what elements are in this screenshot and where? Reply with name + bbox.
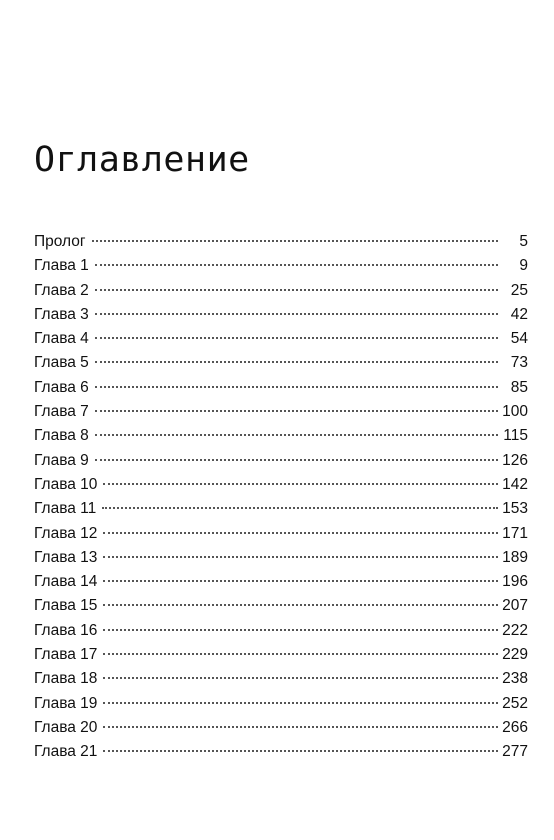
toc-entry-title: Глава 1 — [34, 257, 89, 275]
toc-entry-title: Глава 2 — [34, 281, 89, 299]
toc-entry-title: Глава 14 — [34, 573, 98, 591]
toc-entry-page-number: 238 — [502, 670, 528, 688]
dot-leader — [103, 556, 498, 558]
toc-entry-title: Глава 16 — [34, 621, 98, 639]
toc-entry — [34, 376, 528, 400]
dot-leader — [103, 629, 498, 631]
dot-leader — [92, 240, 498, 242]
toc-entry-page-number: 115 — [503, 427, 528, 445]
toc-entry-page-number: 252 — [502, 694, 528, 712]
toc-entry — [34, 279, 528, 303]
toc-entry-page-number: 277 — [502, 743, 528, 761]
table-of-contents — [34, 230, 528, 765]
dot-leader — [103, 483, 498, 485]
toc-entry-title: Глава 11 — [34, 500, 97, 518]
toc-entry-page-number: 5 — [519, 233, 528, 250]
toc-entry-page-number: 189 — [502, 548, 528, 566]
toc-entry — [34, 619, 528, 643]
toc-entry-title: Глава 15 — [34, 597, 98, 615]
toc-entry-page-number: 207 — [502, 597, 528, 615]
dot-leader — [103, 653, 498, 655]
toc-entry-title: Глава 17 — [34, 646, 98, 664]
toc-entry-page-number: 222 — [502, 621, 528, 639]
toc-entry-page-number: 126 — [502, 451, 528, 469]
toc-entry-page-number: 266 — [502, 718, 528, 736]
toc-entry-title: Глава 20 — [34, 718, 98, 736]
toc-entry-page-number: 142 — [502, 475, 528, 493]
toc-entry-page-number: 54 — [510, 330, 528, 348]
toc-entry — [34, 351, 528, 375]
toc-entry-title: Глава 19 — [34, 694, 98, 712]
toc-entry-title: Глава 8 — [34, 427, 89, 445]
toc-entry-page-number: 153 — [502, 500, 528, 518]
toc-entry-title: Глава 10 — [34, 475, 98, 493]
dot-leader — [95, 337, 498, 339]
dot-leader — [95, 434, 498, 436]
toc-entry-title: Глава 12 — [34, 524, 98, 542]
toc-entry — [34, 400, 528, 424]
toc-entry — [34, 230, 528, 254]
toc-entry — [34, 449, 528, 473]
dot-leader — [95, 459, 498, 461]
dot-leader — [95, 313, 498, 315]
toc-entry — [34, 692, 528, 716]
page-title: Оглавление — [34, 140, 250, 180]
toc-entry-page-number: 42 — [510, 305, 528, 323]
dot-leader — [95, 264, 498, 266]
toc-entry — [34, 667, 528, 691]
dot-leader — [95, 386, 498, 388]
toc-entry-title: Глава 3 — [34, 305, 89, 323]
toc-entry — [34, 424, 528, 448]
toc-entry-title: Пролог — [34, 233, 86, 250]
toc-entry — [34, 497, 528, 521]
toc-entry-title: Глава 6 — [34, 378, 89, 396]
toc-entry — [34, 570, 528, 594]
toc-entry — [34, 546, 528, 570]
dot-leader — [103, 750, 498, 752]
dot-leader — [95, 289, 498, 291]
toc-entry-page-number: 73 — [510, 354, 528, 372]
toc-entry-title: Глава 9 — [34, 451, 89, 469]
toc-entry — [34, 473, 528, 497]
toc-entry — [34, 254, 528, 278]
dot-leader — [95, 410, 498, 412]
toc-entry-page-number: 171 — [502, 524, 528, 542]
toc-entry-title: Глава 18 — [34, 670, 98, 688]
toc-entry — [34, 740, 528, 764]
toc-entry-page-number: 100 — [502, 403, 528, 421]
toc-entry-page-number: 9 — [519, 257, 528, 275]
toc-entry-page-number: 85 — [510, 378, 528, 396]
toc-entry-title: Глава 4 — [34, 330, 89, 348]
toc-entry — [34, 594, 528, 618]
toc-entry — [34, 716, 528, 740]
toc-entry — [34, 303, 528, 327]
dot-leader — [103, 532, 498, 534]
dot-leader — [102, 507, 498, 509]
dot-leader — [103, 726, 498, 728]
toc-entry-title: Глава 21 — [34, 743, 98, 761]
toc-entry-title: Глава 5 — [34, 354, 89, 372]
dot-leader — [103, 604, 498, 606]
toc-entry-title: Глава 7 — [34, 403, 89, 421]
toc-entry — [34, 327, 528, 351]
toc-entry — [34, 522, 528, 546]
toc-entry-page-number: 196 — [502, 573, 528, 591]
toc-entry-title: Глава 13 — [34, 548, 98, 566]
dot-leader — [95, 361, 498, 363]
toc-entry-page-number: 25 — [510, 281, 528, 299]
toc-entry — [34, 643, 528, 667]
toc-entry-page-number: 229 — [502, 646, 528, 664]
dot-leader — [103, 702, 498, 704]
dot-leader — [103, 580, 498, 582]
dot-leader — [103, 677, 498, 679]
